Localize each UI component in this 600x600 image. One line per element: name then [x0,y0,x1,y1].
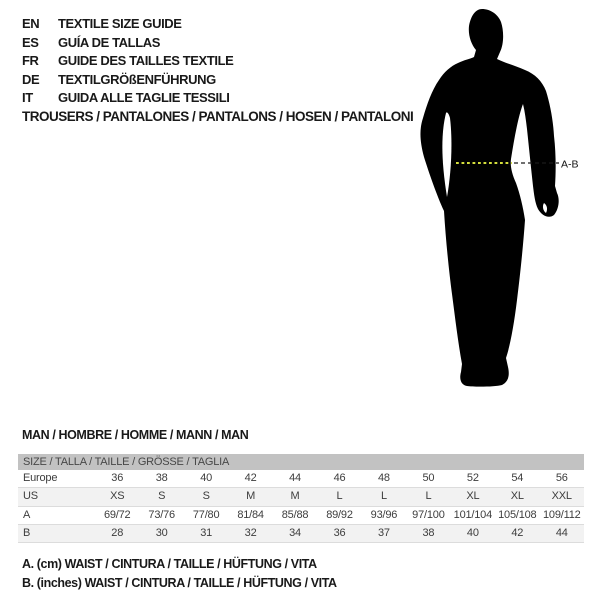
category-title: TROUSERS / PANTALONES / PANTALONS / HOSEN / PANTALONI [22,109,414,124]
size-cell: 52 [466,472,479,484]
language-title: GUIDA ALLE TAGLIE TESSILI [58,90,230,106]
table-row [18,488,584,506]
size-cell: 36 [111,472,124,484]
size-cell: 31 [200,526,213,539]
size-cell: 40 [466,526,479,539]
size-cell: L [380,490,387,503]
size-cell: L [425,490,432,503]
size-cell: 44 [289,472,301,484]
measurement-footnotes [22,555,337,592]
size-cell: 34 [289,526,301,539]
size-cell: 38 [155,472,168,484]
language-code: FR [22,53,39,69]
size-cell: 28 [111,526,124,539]
size-table-body [18,470,584,543]
size-cell: 38 [422,526,435,539]
size-cell: 69/72 [103,508,131,521]
size-cell: 32 [244,526,257,539]
size-cell: S [202,490,210,503]
size-cell: 101/104 [453,508,493,521]
size-cell: XL [466,490,480,503]
language-row [22,15,233,34]
size-cell: XL [510,490,524,503]
size-cell: 93/96 [370,508,398,521]
table-row [18,525,584,543]
size-cell: XS [110,490,125,503]
size-cell: 85/88 [281,508,309,521]
language-row [22,34,233,53]
size-cell: 89/92 [326,508,353,521]
language-code: EN [22,16,40,31]
size-cell: 81/84 [237,508,264,521]
language-code: IT [22,90,33,106]
size-cell: 36 [333,526,346,539]
language-list [22,15,233,108]
gender-title: MAN / HOMBRE / HOMME / MANN / MAN [22,428,249,442]
size-cell: 50 [422,472,435,484]
size-cell: 37 [378,526,390,539]
size-cell: 30 [155,526,168,539]
size-cell: 40 [200,472,213,484]
size-cell: 56 [555,472,568,484]
language-row [22,52,233,71]
table-row [18,470,584,488]
size-cell: M [290,490,300,503]
size-table [18,454,584,543]
language-title: GUIDE DES TAILLES TEXTILE [58,53,234,69]
size-cell: 77/80 [192,508,220,521]
size-table-header: SIZE / TALLA / TAILLE / GRÖSSE / TAGLIA [18,454,584,470]
size-cell: 97/100 [412,508,445,521]
size-cell: XXL [551,490,572,503]
size-cell: 46 [333,472,346,484]
size-cell: 105/108 [498,508,537,521]
language-code: ES [22,34,39,50]
size-cell: 42 [511,526,524,539]
footnote-line: B. (inches) WAIST / CINTURA / TAILLE / HÜFTUNG / VITA [22,575,337,590]
man-silhouette [420,9,558,387]
language-row [22,71,233,90]
table-row [18,507,584,525]
language-title: TEXTILGRÖßENFÜHRUNG [58,71,216,87]
size-cell: M [246,490,256,503]
size-cell: S [158,490,166,503]
size-cell: 54 [511,472,524,484]
size-cell: 44 [555,526,568,539]
language-title: GUÍA DE TALLAS [58,34,161,50]
size-cell: 73/76 [148,508,175,521]
size-cell: L [336,490,343,503]
language-title: TEXTILE SIZE GUIDE [58,16,182,31]
footnote-line: A. (cm) WAIST / CINTURA / TAILLE / HÜFTUNG / VITA [22,557,317,571]
row-label: Europe [23,472,58,484]
size-cell: 109/112 [542,508,581,521]
row-label: US [23,490,38,503]
language-row [22,89,233,108]
man-figure [415,0,585,420]
size-cell: 48 [378,472,390,484]
row-label: B [23,526,31,539]
language-code: DE [22,71,40,87]
size-cell: 42 [244,472,257,484]
row-label: A [23,508,31,521]
measure-label: A-B [561,158,579,171]
